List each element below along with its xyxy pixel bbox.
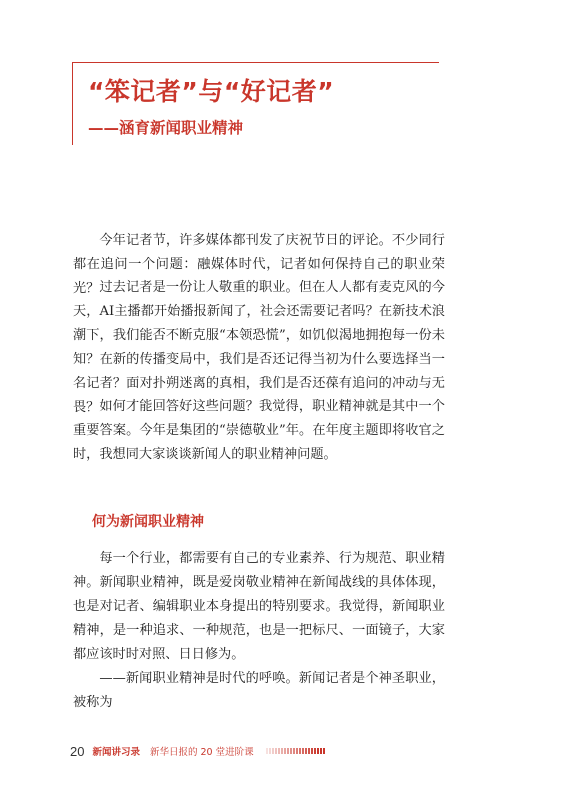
body-paragraph: ——新闻职业精神是时代的呼唤。新闻记者是个神圣职业，被称为: [73, 671, 445, 710]
series-name: 新闻讲习录: [92, 747, 140, 758]
page-footer: [70, 743, 326, 759]
title-frame-left-rule: [72, 62, 73, 145]
chapter-title: “笨记者”与“好记者”: [88, 77, 335, 106]
page-number: 20: [70, 743, 85, 759]
book-title: 新华日报的 20 堂进阶课: [149, 747, 254, 758]
footer-decorative-stripes: [266, 748, 326, 754]
body-paragraph: 今年记者节，许多媒体都刊发了庆祝节日的评论。不少同行都在追问一个问题：融媒体时代，记者如何保持自己的职业荣光？: [73, 233, 445, 296]
body-paragraph: 过去记者是一份让人敬重的职业。但在人人都有麦克风的今天，AI主播都开始播报新闻了，社会还需要记者吗？在新技术浪潮下，我们能否不断克服“本领恐慌”，如饥似渴地拥抱每一份未知？在新的传播变局中，我们是否还记得当初为什么要选择当一名记者？面对扑朔迷离的真相，我们是否还葆有追问的冲动与无畏？: [73, 280, 445, 415]
body-paragraph: 如何才能回答好这些问题？我觉得，职业精神就是其中一个重要答案。今年是集团的“崇德敬业”年。在年度主题即将收官之时，我想同大家谈谈新闻人的职业精神问题。: [73, 399, 445, 462]
section-heading: 何为新闻职业精神: [92, 514, 204, 530]
chapter-subtitle: ——涵育新闻职业精神: [88, 119, 244, 137]
body-paragraph: 每一个行业，都需要有自己的专业素养、行为规范、职业精神。新闻职业精神，既是爱岗敬业精神在新闻战线的具体体现，也是对记者、编辑职业本身提出的特别要求。我觉得，新闻职业精神，是一种追求、一种规范，也是一把标尺、一面镜子，大家都应该时时对照、日日修为。: [73, 551, 445, 662]
title-frame-top-rule: [72, 62, 439, 63]
